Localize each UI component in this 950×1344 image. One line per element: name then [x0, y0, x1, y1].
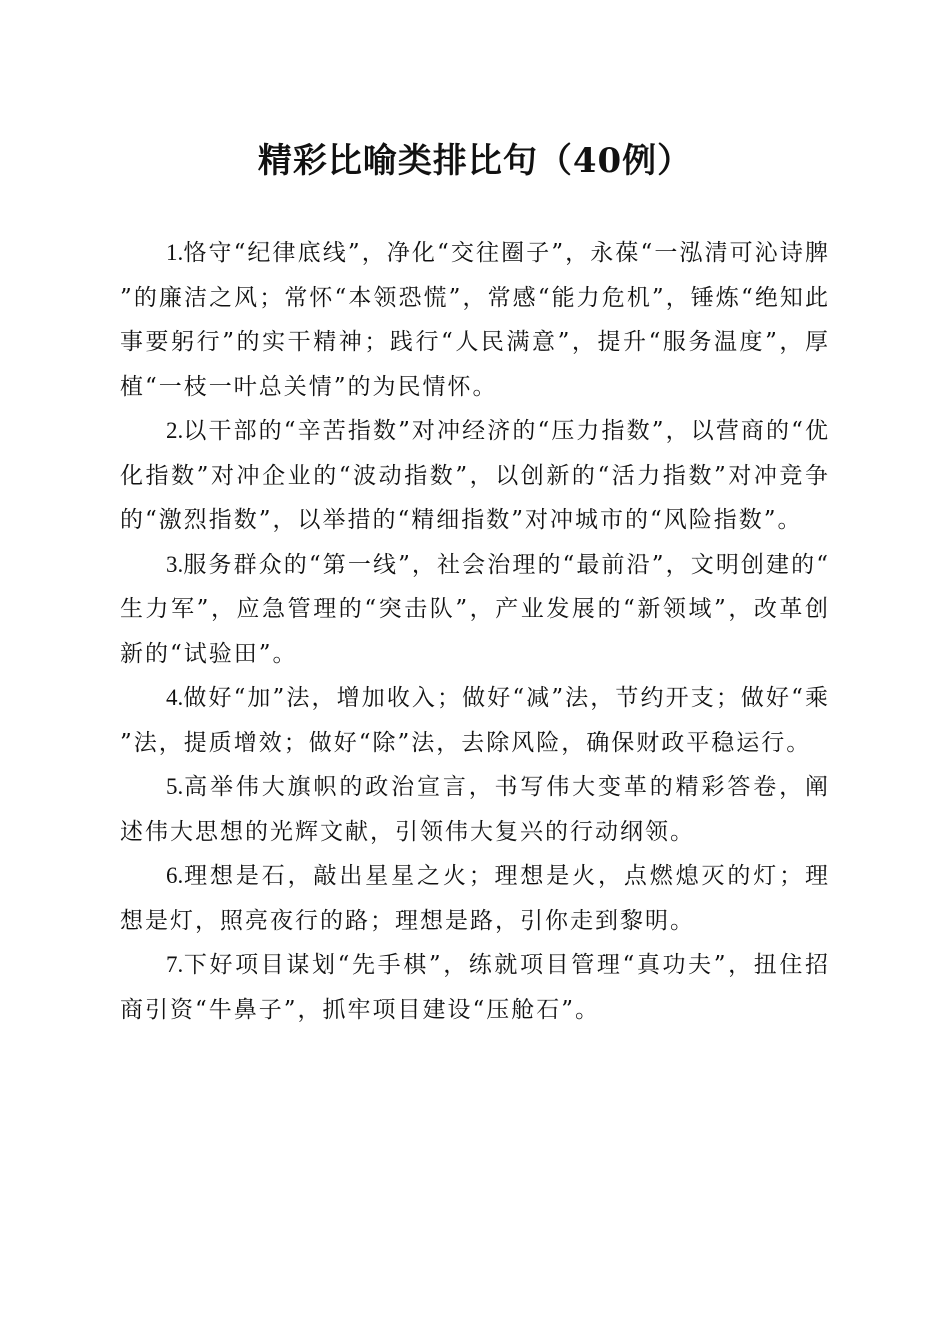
document-body	[120, 231, 830, 1032]
paragraph-text: 高举伟大旗帜的政治宣言，书写伟大变革的精彩答卷，阐述伟大思想的光辉文献，引领伟大复兴的行动纲领。	[120, 774, 830, 845]
paragraph-5	[120, 765, 830, 854]
paragraph-number: 7.	[166, 952, 184, 977]
paragraph-text: 服务群众的“第一线”，社会治理的“最前沿”，文明创建的“生力军”，应急管理的“突击队”，产业发展的“新领域”，改革创新的“试验田”。	[120, 551, 830, 667]
paragraph-text: 以干部的“辛苦指数”对冲经济的“压力指数”，以营商的“优化指数”对冲企业的“波动指数”，以创新的“活力指数”对冲竞争的“激烈指数”，以举措的“精细指数”对冲城市的“风险指数”。	[120, 418, 830, 533]
paragraph-6	[120, 854, 830, 943]
paragraph-text: 恪守“纪律底线”，净化“交往圈子”，永葆“一泓清可沁诗脾”的廉洁之风；常怀“本领恐慌”，常感“能力危机”，锤炼“绝知此事要躬行”的实干精神；践行“人民满意”，提升“服务温度”，厚植“一枝一叶总关情”的为民情怀。	[120, 240, 830, 400]
paragraph-number: 3.	[166, 551, 184, 577]
paragraph-text: 理想是石，敲出星星之火；理想是火，点燃熄灭的灯；理想是灯，照亮夜行的路；理想是路，引你走到黎明。	[120, 863, 830, 934]
paragraph-number: 5.	[166, 774, 184, 799]
paragraph-1	[120, 231, 830, 409]
paragraph-number: 1.	[166, 240, 184, 265]
document-title: 精彩比喻类排比句（40例）	[257, 141, 693, 181]
paragraph-text: 下好项目谋划“先手棋”，练就项目管理“真功夫”，扭住招商引资“牛鼻子”，抓牢项目建设“压舱石”。	[120, 952, 830, 1023]
paragraph-number: 2.	[166, 418, 184, 443]
paragraph-number: 4.	[166, 685, 184, 710]
paragraph-4	[120, 676, 830, 765]
paragraph-7	[120, 943, 830, 1032]
paragraph-number: 6.	[166, 863, 184, 888]
paragraph-text: 做好“加”法，增加收入；做好“减”法，节约开支；做好“乘”法，提质增效；做好“除”法，去除风险，确保财政平稳运行。	[120, 685, 830, 756]
paragraph-3	[120, 543, 830, 677]
paragraph-2	[120, 409, 830, 543]
